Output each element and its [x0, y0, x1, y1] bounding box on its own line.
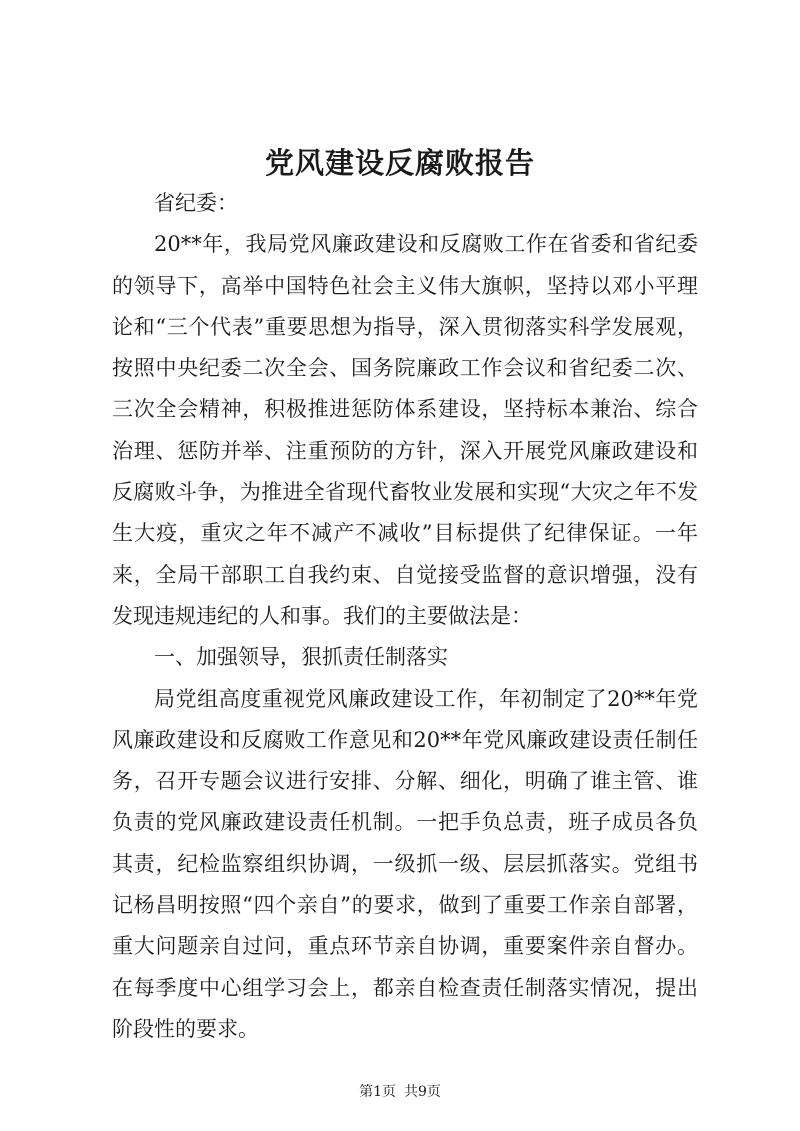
- page-footer: [0, 1081, 800, 1103]
- paragraph-intro: 20**年，我局党风廉政建设和反腐败工作在省委和省纪委的领导下，高举中国特色社会主义伟大旗帜，坚持以邓小平理论和“三个代表”重要思想为指导，深入贯彻落实科学发展观，按照中央纪委二次全会、国务院廉政工作会议和省纪委二次、三次全会精神，积极推进惩防体系建设，坚持标本兼治、综合治理、惩防并举、注重预防的方针，深入开展党风廉政建设和反腐败斗争，为推进全省现代畜牧业发展和实现“大灾之年不发生大疫，重灾之年不减产不减收”目标提供了纪律保证。一年来，全局干部职工自我约束、自觉接受监督的意识增强，没有发现违规违纪的人和事。我们的主要做法是：: [112, 232, 698, 628]
- salutation: 省纪委：: [154, 191, 238, 215]
- document-title: 党风建设反腐败报告: [264, 146, 535, 180]
- section-heading: 一、加强领导，狠抓责任制落实: [154, 645, 448, 670]
- document-body: [112, 183, 698, 1050]
- paragraph-section-one: 局党组高度重视党风廉政建设工作，年初制定了20**年党风廉政建设和反腐败工作意见和20**年党风廉政建设责任制任务，召开专题会议进行安排、分解、细化，明确了谁主管、谁负责的党风廉政建设责任机制。一把手负总责，班子成员各负其责，纪检监察组织协调，一级抓一级、层层抓落实。党组书记杨昌明按照“四个亲自”的要求，做到了重要工作亲自部署，重大问题亲自过问，重点环节亲自协调，重要案件亲自督办。在每季度中心组学习会上，都亲自检查责任制落实情况，提出阶段性的要求。: [112, 686, 698, 1041]
- page-number: 第1页: [359, 1084, 396, 1100]
- page-total: 共9页: [404, 1084, 441, 1100]
